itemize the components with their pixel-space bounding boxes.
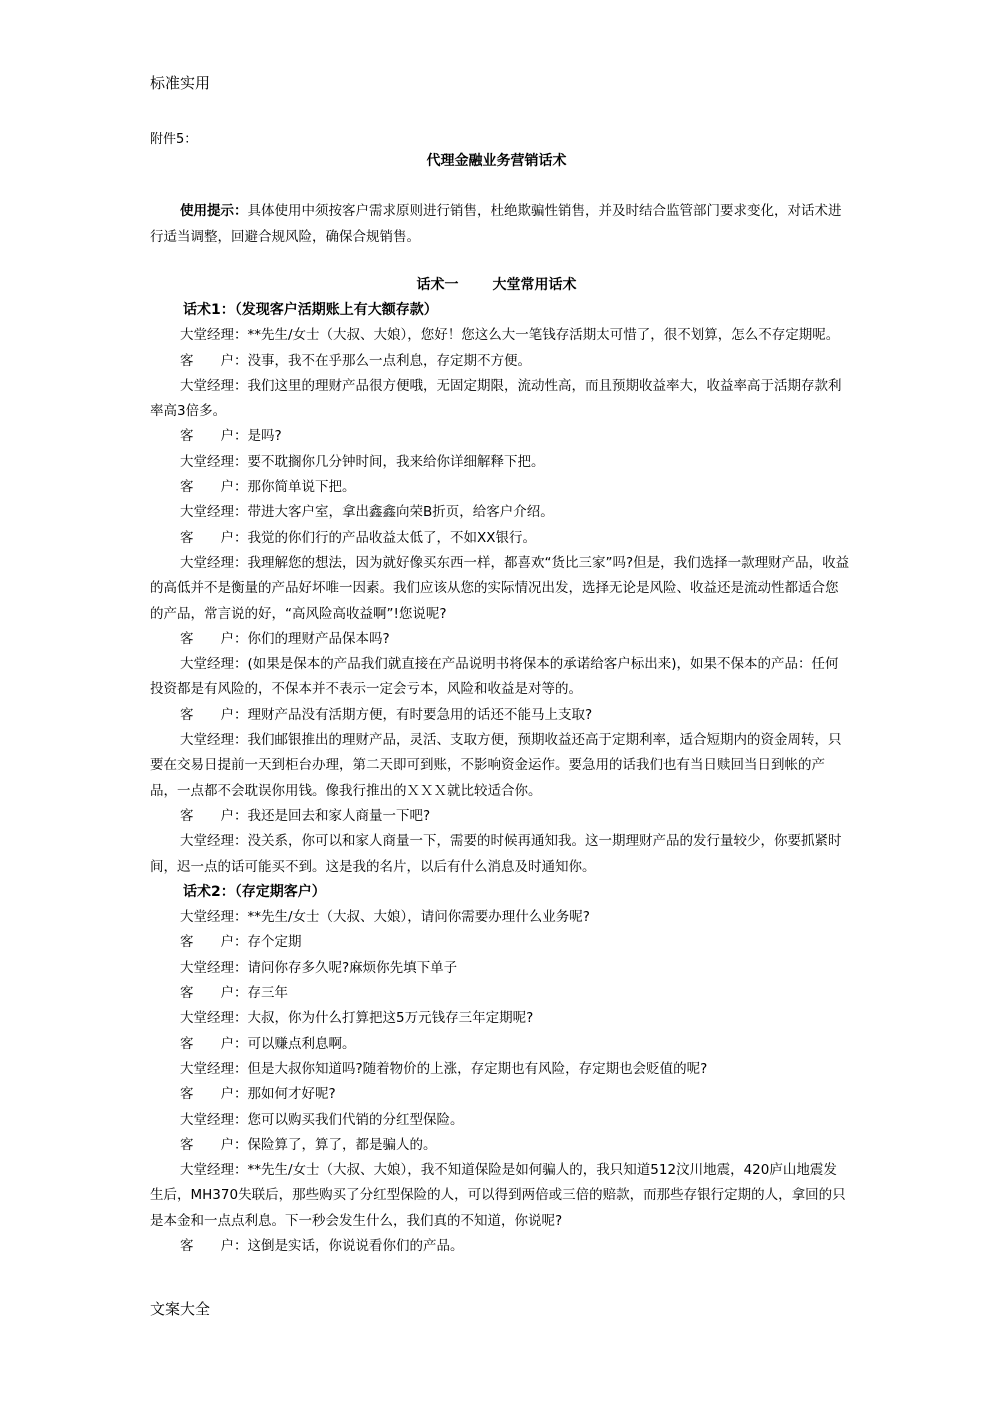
dialogue-line: 客 户：可以赚点利息啊。	[180, 1035, 356, 1052]
dialogue-line: 大堂经理：要不耽搁你几分钟时间，我来给你详细解释下把。	[180, 453, 545, 470]
dialogue-line: 大堂经理：**先生/女士（大叔、大娘），请问你需要办理什么业务呢?	[180, 909, 590, 926]
dialogue-line: 大堂经理：(如果是保本的产品我们就直接在产品说明书将保本的承诺给客户标出来)，如果不保本的产品：任何投资都是有风险的，不保本并不表示一定会亏本，风险和收益是对等的。	[150, 656, 839, 698]
page-header: 标准实用	[150, 74, 211, 92]
dialogue-line: 客 户：这倒是实话，你说说看你们的产品。	[180, 1237, 464, 1254]
dialogue-line: 大堂经理：带进大客户室，拿出鑫鑫向荣B折页，给客户介绍。	[180, 504, 554, 521]
usage-tip-text: 具体使用中须按客户需求原则进行销售，杜绝欺骗性销售，并及时结合监管部门要求变化，对话术进行适当调整，回避合规风险，确保合规销售。	[150, 203, 842, 245]
dialogue-line: 大堂经理：您可以购买我们代销的分红型保险。	[180, 1111, 464, 1128]
dialogue-line: 大堂经理：没关系，你可以和家人商量一下，需要的时候再通知我。这一期理财产品的发行量较少，你要抓紧时间，迟一点的话可能买不到。这是我的名片，以后有什么消息及时通知你。	[150, 833, 842, 875]
dialogue-line: 大堂经理：我理解您的想法，因为就好像买东西一样，都喜欢“货比三家”吗?但是，我们选择一款理财产品，收益的高低并不是衡量的产品好坏唯一因素。我们应该从您的实际情况出发，选择无论是风险、收益还是流动性都适合您的产品，常言说的好，“高风险高收益啊”!您说呢?	[150, 554, 850, 622]
section-number: 话术一	[416, 277, 459, 293]
dialogue-line: 客 户：保险算了，算了，都是骗人的。	[180, 1136, 437, 1153]
dialogue-line: 客 户：是吗?	[180, 428, 282, 445]
dialogue-line: 客 户：你们的理财产品保本吗?	[180, 630, 390, 647]
page-footer: 文案大全	[150, 1300, 211, 1318]
dialogue-line: 大堂经理：**先生/女士（大叔、大娘），您好！您这么大一笔钱存活期太可惜了，很不划算，怎么不存定期呢。	[180, 327, 840, 344]
usage-tip	[150, 198, 850, 250]
attachment-label: 附件5：	[150, 132, 198, 147]
document-title: 代理金融业务营销话术	[426, 153, 567, 169]
script-subheading: 话术1：（发现客户活期账上有大额存款）	[183, 302, 438, 318]
dialogue-body	[150, 298, 850, 1259]
script-subheading: 话术2：（存定期客户）	[183, 883, 326, 900]
dialogue-line: 客 户：我觉的你们行的产品收益太低了，不如XX银行。	[180, 529, 536, 546]
section-heading	[0, 274, 993, 294]
dialogue-line: 客 户：那你简单说下把。	[180, 479, 356, 496]
dialogue-line: 客 户：存个定期	[180, 934, 302, 951]
dialogue-line: 大堂经理：我们邮银推出的理财产品，灵活、支取方便，预期收益还高于定期利率，适合短期内的资金周转，只要在交易日提前一天到柜台办理，第二天即可到账，不影响资金运作。要急用的话我们也有当日赎回当日到帐的产品，一点都不会耽误你用钱。像我行推出的ＸＸＸ就比较适合你。	[150, 732, 842, 799]
dialogue-line: 大堂经理：但是大叔你知道吗?随着物价的上涨，存定期也有风险，存定期也会贬值的呢?	[180, 1060, 708, 1077]
dialogue-line: 大堂经理：大叔，你为什么打算把这5万元钱存三年定期呢?	[180, 1010, 534, 1027]
dialogue-line: 大堂经理：请问你存多久呢?麻烦你先填下单子	[180, 959, 458, 976]
section-title: 大堂常用话术	[492, 277, 577, 293]
dialogue-line: 客 户：理财产品没有活期方便，有时要急用的话还不能马上支取?	[180, 706, 593, 723]
dialogue-line: 客 户：我还是回去和家人商量一下吧?	[180, 807, 431, 824]
dialogue-line: 客 户：没事，我不在乎那么一点利息，存定期不方便。	[180, 352, 531, 369]
dialogue-line: 客 户：存三年	[180, 985, 288, 1002]
dialogue-line: 大堂经理：**先生/女士（大叔、大娘），我不知道保险是如何骗人的，我只知道512汶川地震，420庐山地震发生后，MH370失联后，那些购买了分红型保险的人，可以得到两倍或三倍的赔款，而那些存银行定期的人，拿回的只是本金和一点点利息。下一秒会发生什么，我们真的不知道，你说呢?	[150, 1162, 846, 1229]
dialogue-line: 大堂经理：我们这里的理财产品很方便哦，无固定期限，流动性高，而且预期收益率大，收益率高于活期存款利率高3倍多。	[150, 377, 842, 420]
dialogue-line: 客 户：那如何才好呢?	[180, 1086, 336, 1103]
usage-tip-label: 使用提示：	[180, 203, 248, 219]
